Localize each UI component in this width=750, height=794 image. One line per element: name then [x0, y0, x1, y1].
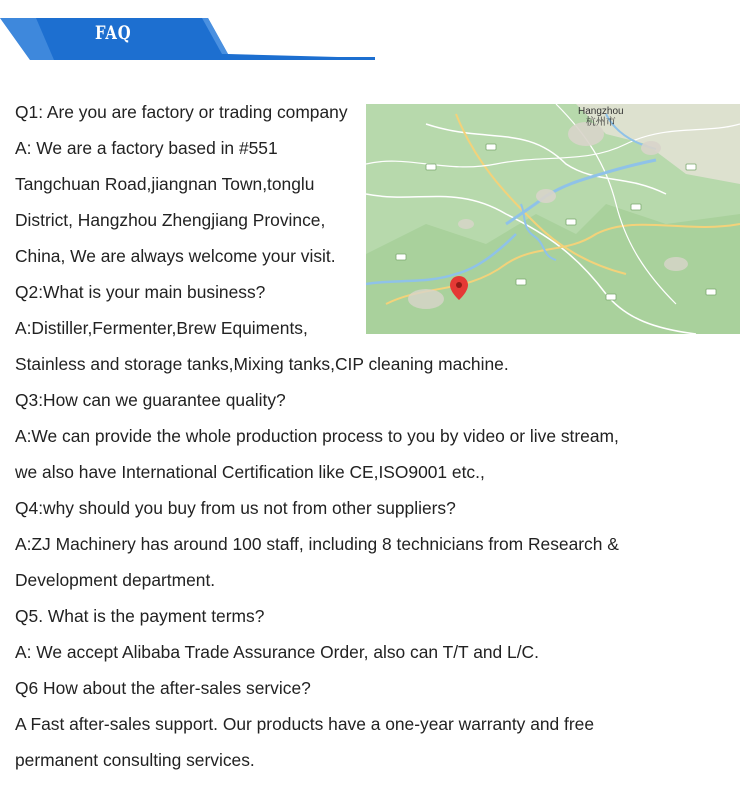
- faq-line: we also have International Certification like CE,ISO9001 etc.,: [15, 462, 485, 482]
- faq-line: A: We accept Alibaba Trade Assurance Order, also can T/T and L/C.: [15, 642, 539, 662]
- faq-line: Stainless and storage tanks,Mixing tanks,CIP cleaning machine.: [15, 354, 509, 374]
- faq-line: District, Hangzhou Zhengjiang Province,: [15, 210, 326, 230]
- faq-content: [15, 94, 740, 778]
- banner-shape: [0, 18, 375, 60]
- faq-line: permanent consulting services.: [15, 750, 255, 770]
- faq-line: Q4:why should you buy from us not from other suppliers?: [15, 498, 456, 518]
- faq-line: Development department.: [15, 570, 216, 590]
- faq-line: Q3:How can we guarantee quality?: [15, 390, 286, 410]
- faq-line: A Fast after-sales support. Our products have a one-year warranty and free: [15, 714, 595, 734]
- faq-line: Q1: Are you are factory or trading company: [15, 102, 348, 122]
- faq-line: A:We can provide the whole production process to you by video or live stream,: [15, 426, 619, 446]
- map-city-name: Hangzhou: [578, 106, 624, 117]
- faq-line: A:Distiller,Fermenter,Brew Equiments,: [15, 318, 308, 338]
- faq-line: Q5. What is the payment terms?: [15, 606, 265, 626]
- map-city-name-cn: 杭州市: [585, 117, 616, 128]
- faq-line: A:ZJ Machinery has around 100 staff, including 8 technicians from Research &: [15, 534, 619, 554]
- faq-line: China, We are always welcome your visit.: [15, 246, 336, 266]
- page-title: FAQ: [95, 22, 132, 44]
- faq-line: Q2:What is your main business?: [15, 282, 266, 302]
- faq-banner: [0, 18, 375, 60]
- faq-line: A: We are a factory based in #551: [15, 138, 278, 158]
- faq-line: Q6 How about the after-sales service?: [15, 678, 311, 698]
- faq-line: Tangchuan Road,jiangnan Town,tonglu: [15, 174, 315, 194]
